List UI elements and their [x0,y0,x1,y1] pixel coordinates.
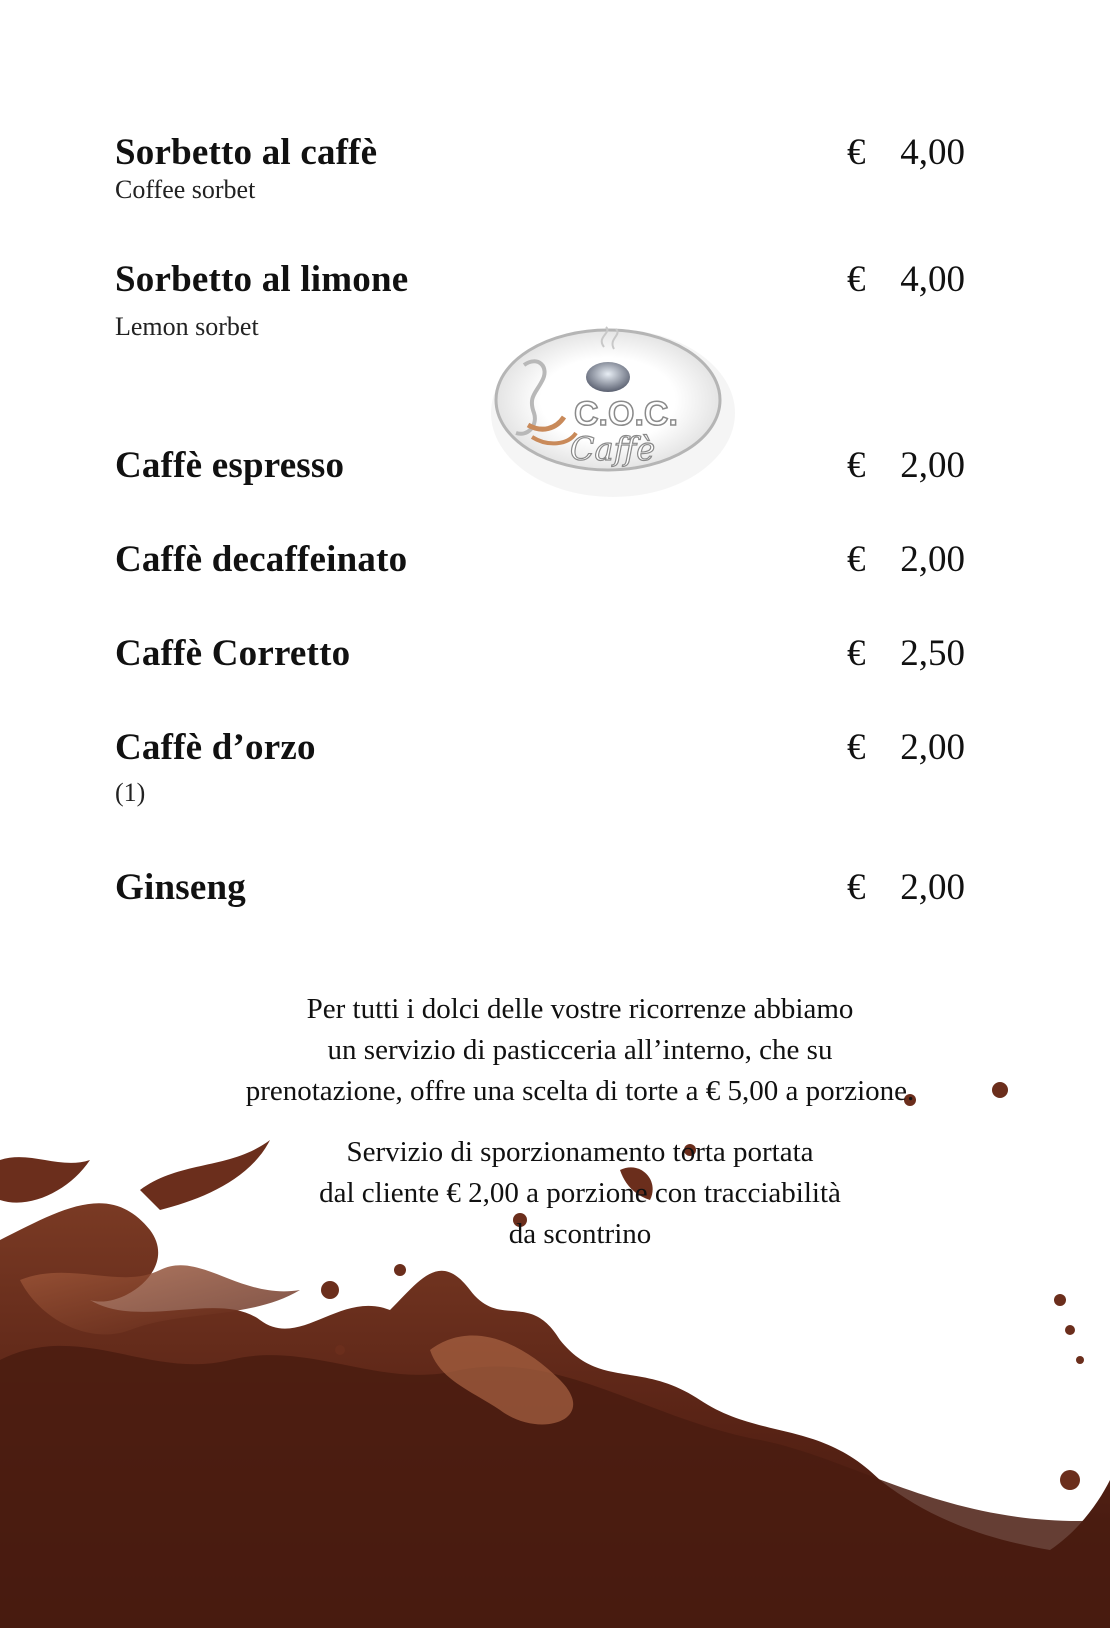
currency-symbol: € [847,633,866,674]
item-name: Ginseng [115,867,246,908]
item-price [847,866,965,910]
item-translation: Coffee sorbet [115,175,256,204]
item-price [847,258,965,302]
price-value: 2,50 [900,633,965,674]
item-price [847,444,965,488]
note-line: Servizio di sporzionamento torta portata [346,1136,814,1168]
price-value: 2,00 [900,539,965,580]
price-value: 4,00 [900,132,965,173]
menu-item-ginseng [115,866,965,910]
item-name: Caffè espresso [115,445,345,486]
item-name: Caffè d’orzo [115,727,316,768]
item-price [847,632,965,676]
item-price [847,726,965,770]
logo-script: Caffè [570,430,656,468]
note-line: dal cliente € 2,00 a porzione con tracciabilità [319,1177,841,1209]
note-line: Per tutti i dolci delle vostre ricorrenze abbiamo [306,993,854,1025]
item-name: Sorbetto al caffè [115,132,378,173]
cake-cutting-note [90,1132,1070,1255]
item-price [847,538,965,582]
item-footnote: (1) [115,778,146,807]
menu-item-decaffeinato [115,538,965,582]
item-translation: Lemon sorbet [115,312,259,341]
item-name: Caffè Corretto [115,633,351,674]
note-line: da scontrino [508,1218,652,1250]
currency-symbol: € [847,539,866,580]
item-name: Sorbetto al limone [115,259,409,300]
currency-symbol: € [847,132,866,173]
menu-item-corretto [115,632,965,676]
price-value: 2,00 [900,867,965,908]
price-value: 2,00 [900,445,965,486]
currency-symbol: € [847,867,866,908]
item-name: Caffè decaffeinato [115,539,408,580]
currency-symbol: € [847,445,866,486]
note-line: prenotazione, offre una scelta di torte a € 5,00 a porzione. [245,1075,915,1107]
price-value: 4,00 [900,259,965,300]
menu-item-orzo [115,726,965,808]
price-value: 2,00 [900,727,965,768]
item-price [847,131,965,175]
menu-item-sorbetto-caffe [115,131,965,205]
logo-text: C.O.C. [574,395,678,433]
note-line: un servizio di pasticceria all’interno, che su [327,1034,833,1066]
currency-symbol: € [847,259,866,300]
menu-item-espresso [115,444,965,488]
currency-symbol: € [847,727,866,768]
pastry-service-note [90,989,1070,1112]
